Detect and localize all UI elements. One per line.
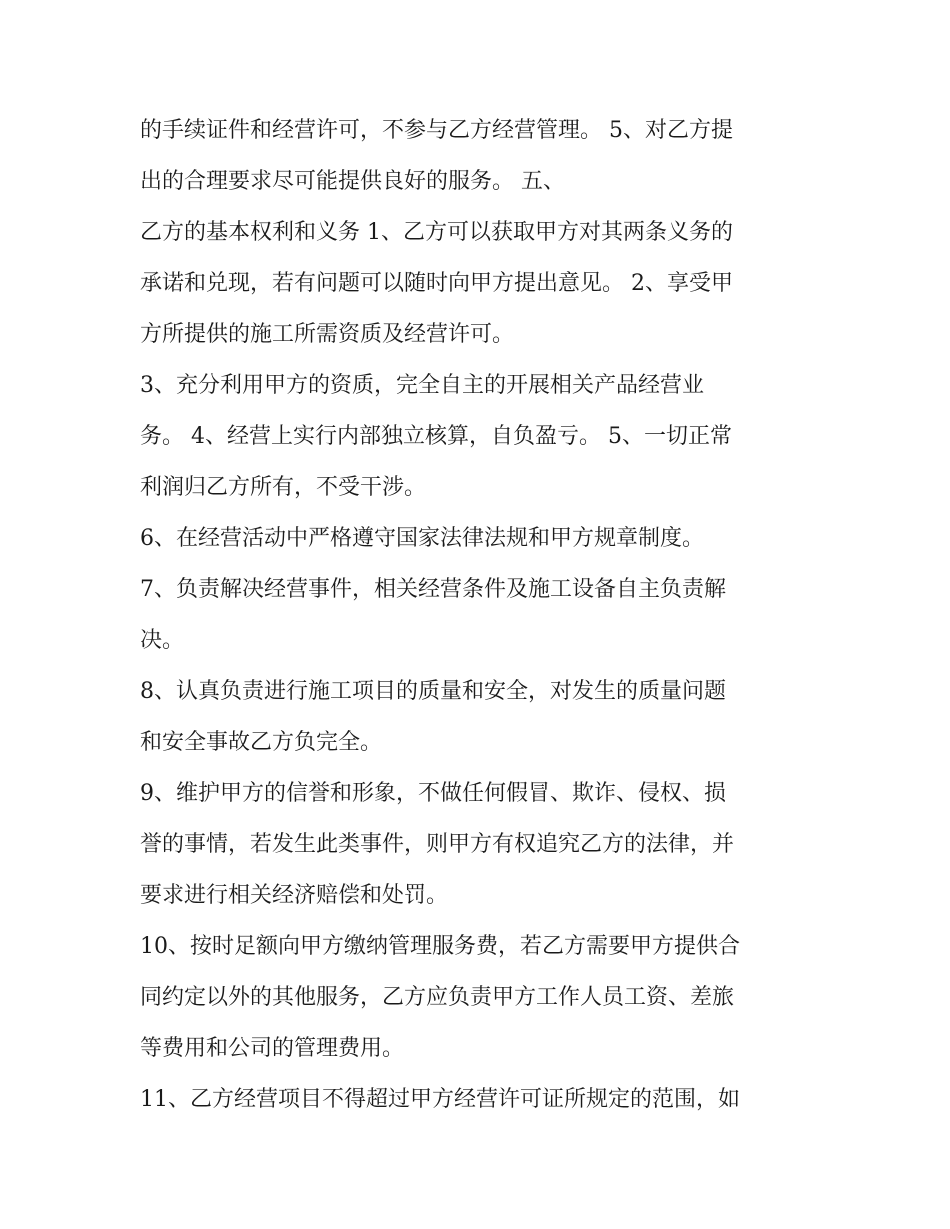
text-line: 同约定以外的其他服务，乙方应负责甲方工作人员工资、差旅 xyxy=(140,985,735,1010)
text-line: 要求进行相关经济赔偿和处罚。 xyxy=(140,883,449,908)
text-line: 决。 xyxy=(140,628,185,653)
text-line: 6、在经营活动中严格遵守国家法律法规和甲方规章制度。 xyxy=(140,526,704,551)
text-line: 3、充分利用甲方的资质，完全自主的开展相关产品经营业 xyxy=(140,373,704,398)
text-line: 10、按时足额向甲方缴纳管理服务费，若乙方需要甲方提供合 xyxy=(140,934,740,959)
text-line: 等费用和公司的管理费用。 xyxy=(140,1036,405,1061)
text-line: 7、负责解决经营事件，相关经营条件及施工设备自主负责解 xyxy=(140,577,726,602)
text-line: 和安全事故乙方负完全。 xyxy=(140,730,383,755)
text-line: 务。 4、经营上实行内部独立核算，自负盈亏。 5、一切正常 xyxy=(140,424,732,449)
text-line: 8、认真负责进行施工项目的质量和安全，对发生的质量问题 xyxy=(140,679,726,704)
document-body xyxy=(140,105,820,1125)
text-line: 乙方的基本权利和义务 1、乙方可以获取甲方对其两条义务的 xyxy=(140,220,733,245)
text-line: 承诺和兑现，若有问题可以随时向甲方提出意见。 2、享受甲 xyxy=(140,271,733,296)
text-line: 11、乙方经营项目不得超过甲方经营许可证所规定的范围，如 xyxy=(140,1087,740,1112)
text-line: 出的合理要求尽可能提供良好的服务。 五、 xyxy=(140,169,565,194)
text-line: 的手续证件和经营许可，不参与乙方经营管理。 5、对乙方提 xyxy=(140,118,733,143)
text-line: 利润归乙方所有，不受干涉。 xyxy=(140,475,427,500)
text-line: 誉的事情，若发生此类事件，则甲方有权追究乙方的法律，并 xyxy=(140,832,735,857)
text-line: 9、维护甲方的信誉和形象，不做任何假冒、欺诈、侵权、损 xyxy=(140,781,726,806)
text-line: 方所提供的施工所需资质及经营许可。 xyxy=(140,322,515,347)
